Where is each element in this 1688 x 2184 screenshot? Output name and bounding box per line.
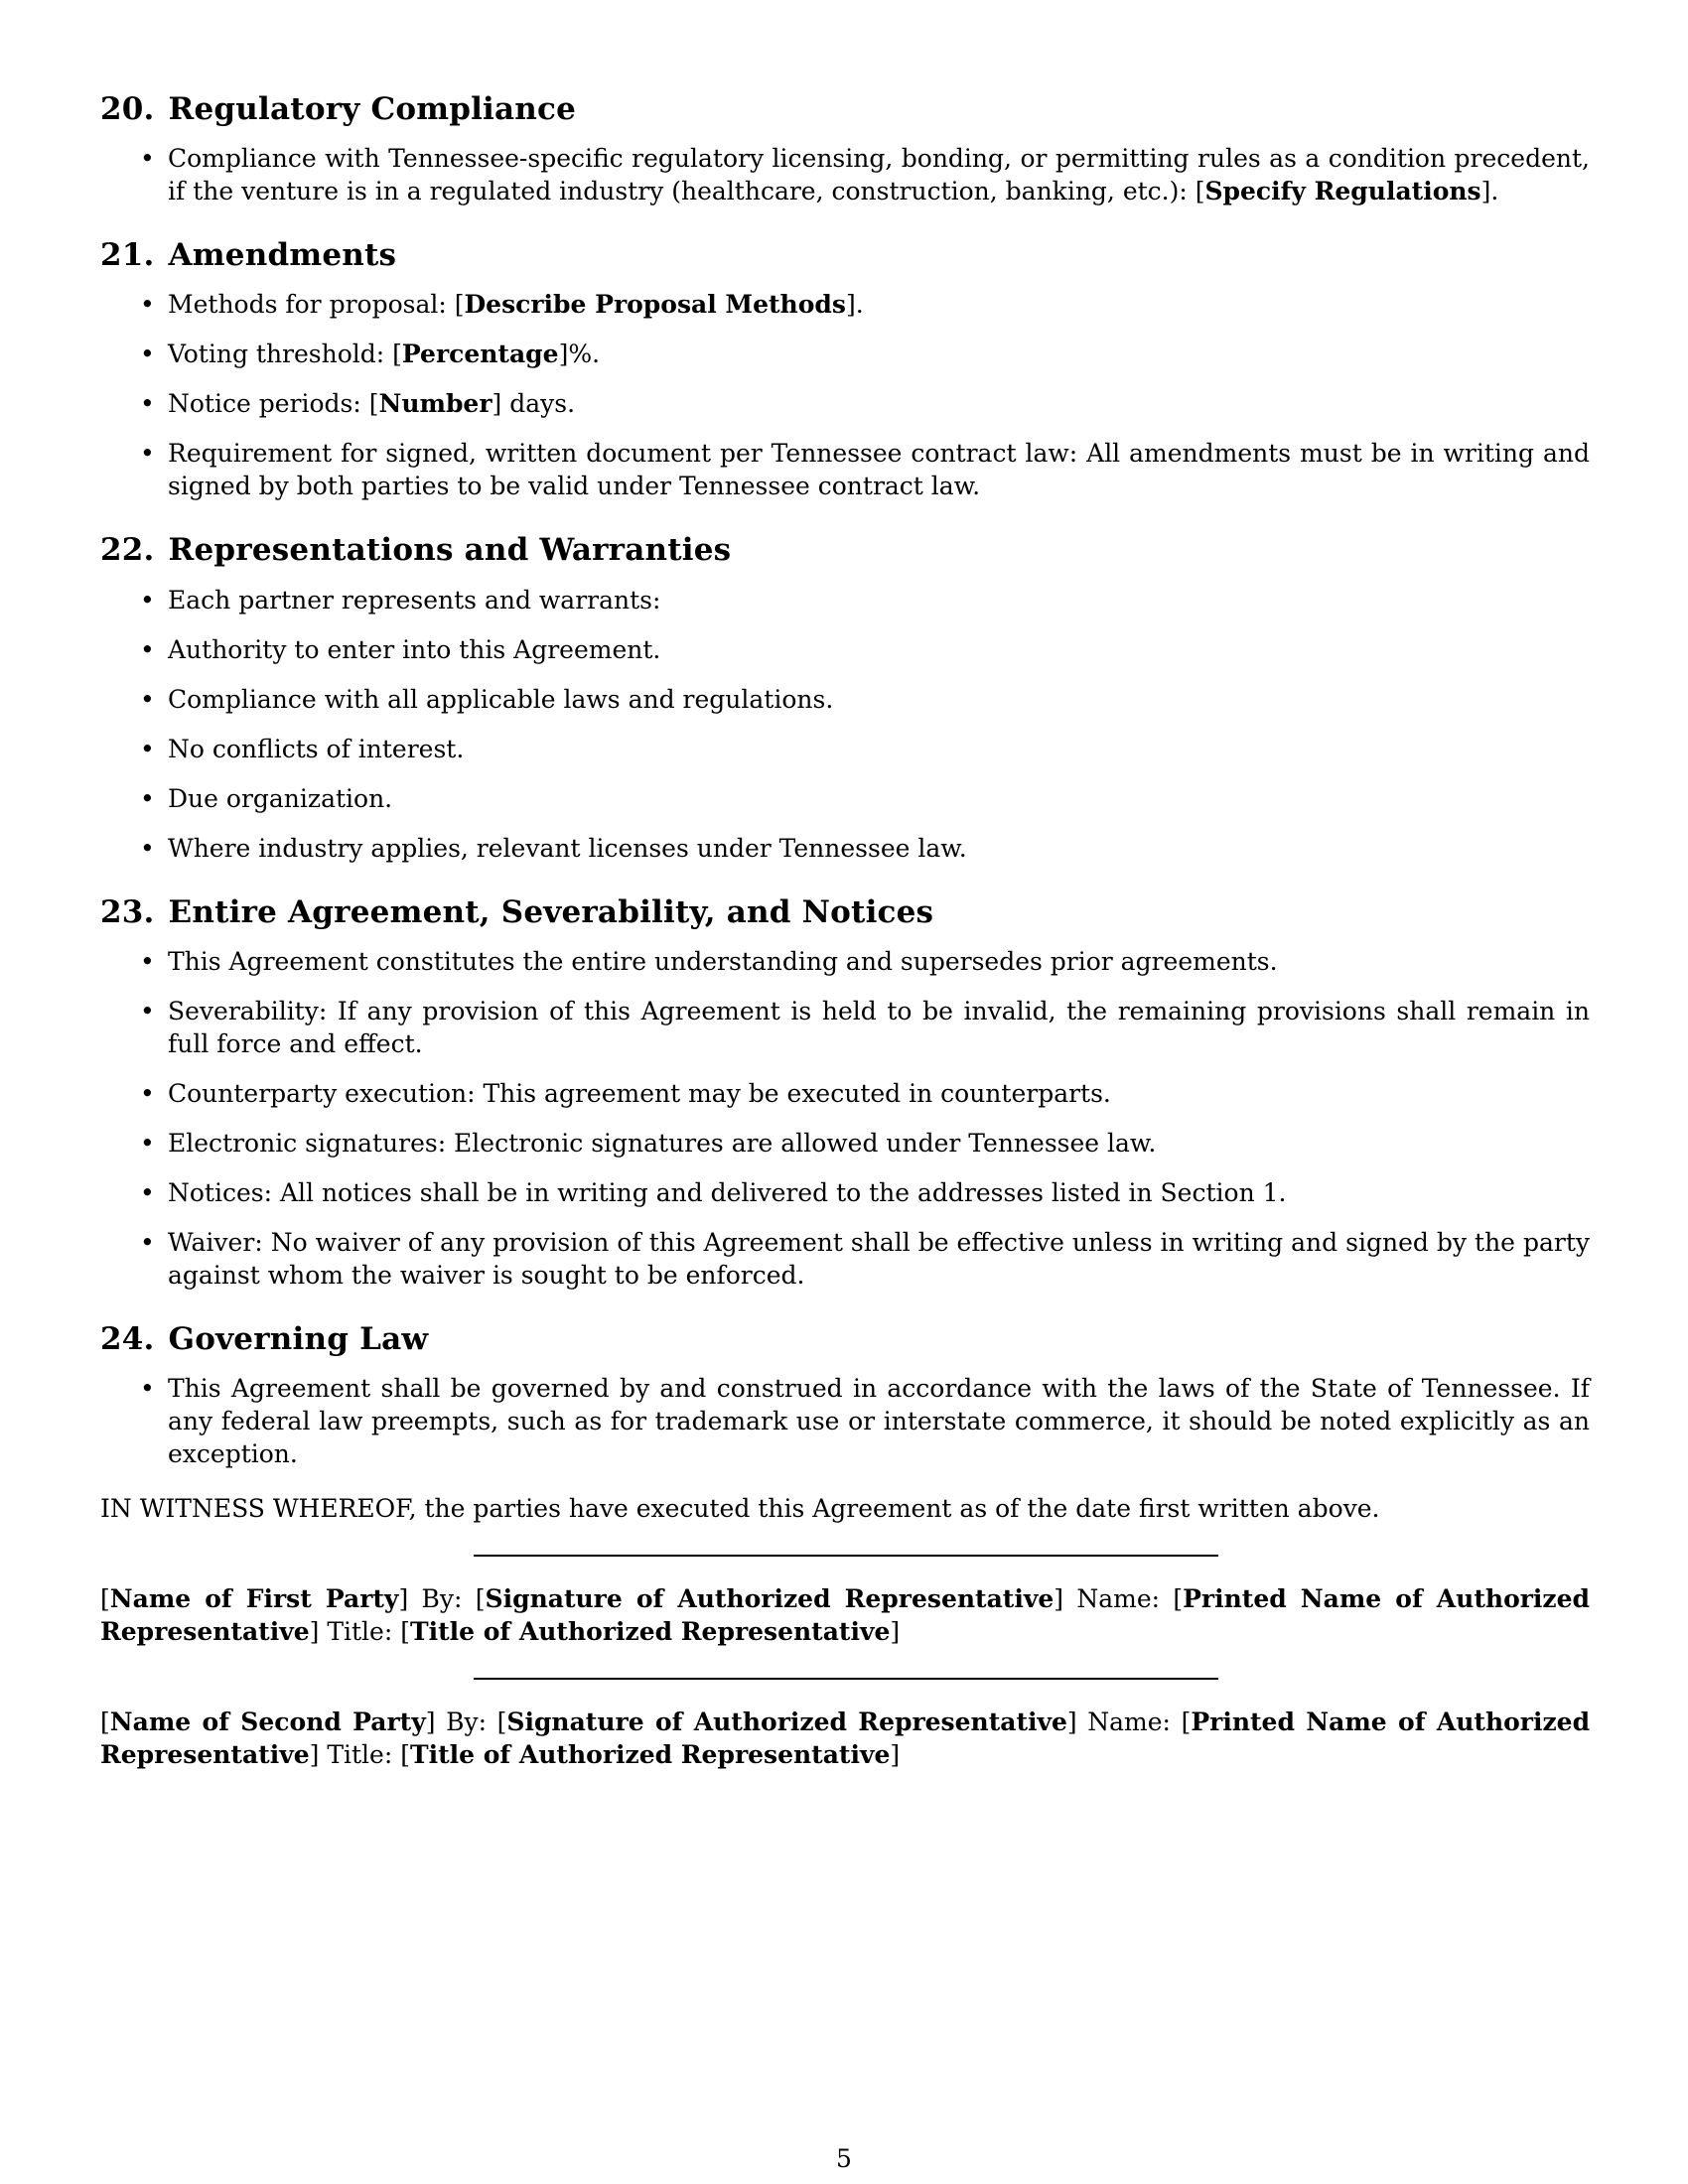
page-number: 5 [836,2144,852,2173]
section-number: 20. [100,91,155,127]
placeholder-field: Number [378,389,492,419]
list-item [100,683,1590,716]
list-item [100,1127,1590,1160]
name-label: Name: [1076,1583,1161,1613]
item-text-suffix: ]. [845,290,864,320]
item-text: Due organization. [168,783,393,813]
section-number: 21. [100,237,155,274]
list-item [100,338,1590,370]
section-number: 22. [100,532,155,569]
item-text-suffix: ] days. [492,389,576,419]
list-item [100,1372,1590,1470]
section-number: 24. [100,1320,155,1357]
title-placeholder: Title of Authorized Representative [409,1616,891,1646]
item-text-suffix: ]. [1480,177,1499,206]
list-item [100,142,1590,207]
list-item [100,782,1590,815]
section-heading [100,237,1590,274]
item-text: Waiver: No waiver of any provision of this Agreement shall be effective unless in writing and signed by the party against whom the waiver is sought to be enforced. [168,1227,1590,1290]
item-text-suffix: ]%. [558,340,601,369]
placeholder-field: Specify Regulations [1204,177,1481,206]
by-label: By: [421,1583,463,1613]
signature-line [474,1678,1218,1680]
bullet-list [100,142,1590,207]
list-item [100,733,1590,765]
item-text: Notice periods: [ [168,389,379,419]
list-item [100,1077,1590,1110]
name-label: Name: [1087,1706,1171,1736]
printed-name-placeholder: Printed Name of Authorized Representative [100,1706,1591,1769]
list-item [100,1176,1590,1209]
list-item [100,995,1590,1060]
item-text: Counterparty execution: This agreement may be executed in counterparts. [168,1078,1111,1108]
title-label: Title: [327,1616,393,1646]
signature-placeholder: Signature of Authorized Representative [506,1706,1067,1736]
item-text: Electronic signatures: Electronic signatures are allowed under Tennessee law. [168,1128,1157,1158]
placeholder-field: Describe Proposal Methods [464,290,846,320]
placeholder-field: Percentage [401,340,559,369]
section-title: Governing Law [168,1320,429,1357]
signature-block: [Name of Second Party] By: [Signature of Authorized Representative] Name: [Printed Name of Authorized Representative] Title: [Title of Authorized Representative] [100,1706,1591,1769]
section-22 [100,532,1590,864]
list-item [100,387,1590,420]
signature-block: [Name of First Party] By: [Signature of Authorized Representative] Name: [Printed Name of Authorized Representative] Title: [Title of Authorized Representative] [100,1583,1590,1646]
item-text: Compliance with Tennessee-specific regulatory licensing, bonding, or permitting rules as a condition precedent, if the venture is in a regulated industry (healthcare, construction, banking, etc.): [ [168,144,1590,206]
signature-line [474,1555,1218,1557]
title-placeholder: Title of Authorized Representative [409,1739,891,1769]
document-page [100,91,1590,1771]
signatures-container [100,1555,1590,1771]
signature-placeholder: Signature of Authorized Representative [485,1583,1055,1613]
item-text: Compliance with all applicable laws and regulations. [168,684,834,714]
list-item [100,945,1590,978]
bullet-list [100,945,1590,1292]
list-item [100,832,1590,865]
item-text: Notices: All notices shall be in writing and delivered to the addresses listed in Section 1. [168,1177,1287,1207]
title-label: Title: [327,1739,393,1769]
by-label: By: [446,1706,488,1736]
bullet-list [100,288,1590,502]
printed-name-placeholder: Printed Name of Authorized Representative [100,1583,1590,1646]
bullet-list [100,584,1590,865]
party-name: Name of Second Party [109,1706,426,1736]
section-title: Amendments [168,237,397,274]
section-21 [100,237,1590,502]
item-text: No conflicts of interest. [168,734,465,763]
item-text: Severability: If any provision of this Agreement is held to be invalid, the remaining provisions shall remain in full force and effect. [168,996,1590,1058]
item-text: Each partner represents and warrants: [168,585,661,614]
section-title: Entire Agreement, Severability, and Notices [168,893,934,930]
bullet-list [100,1372,1590,1470]
sections-container [100,91,1590,1470]
section-title: Representations and Warranties [168,532,732,569]
list-item [100,1226,1590,1292]
list-item [100,633,1590,666]
item-text: This Agreement constitutes the entire understanding and supersedes prior agreements. [168,946,1278,976]
section-number: 23. [100,893,155,930]
section-heading [100,1321,1590,1358]
section-title: Regulatory Compliance [168,91,577,127]
section-24 [100,1321,1590,1470]
list-item [100,584,1590,616]
item-text: Methods for proposal: [ [168,290,465,320]
item-text: Voting threshold: [ [168,340,402,369]
section-heading [100,532,1590,569]
section-20 [100,91,1590,207]
item-text: Requirement for signed, written document per Tennessee contract law: All amendments must be in writing and signed by both parties to be valid under Tennessee contract law. [168,439,1590,501]
list-item [100,288,1590,321]
item-text: Authority to enter into this Agreement. [168,634,661,664]
list-item [100,437,1590,502]
witness-statement: IN WITNESS WHEREOF, the parties have executed this Agreement as of the date first written above. [100,1493,1380,1523]
item-text: This Agreement shall be governed by and construed in accordance with the laws of the State of Tennessee. If any federal law preempts, such as for trademark use or interstate commerce, it should be noted explicitly as an exception. [168,1373,1590,1468]
item-text: Where industry applies, relevant licenses under Tennessee law. [168,833,967,863]
party-name: Name of First Party [109,1583,399,1613]
section-heading [100,91,1590,128]
section-heading [100,894,1590,931]
section-23 [100,894,1590,1292]
